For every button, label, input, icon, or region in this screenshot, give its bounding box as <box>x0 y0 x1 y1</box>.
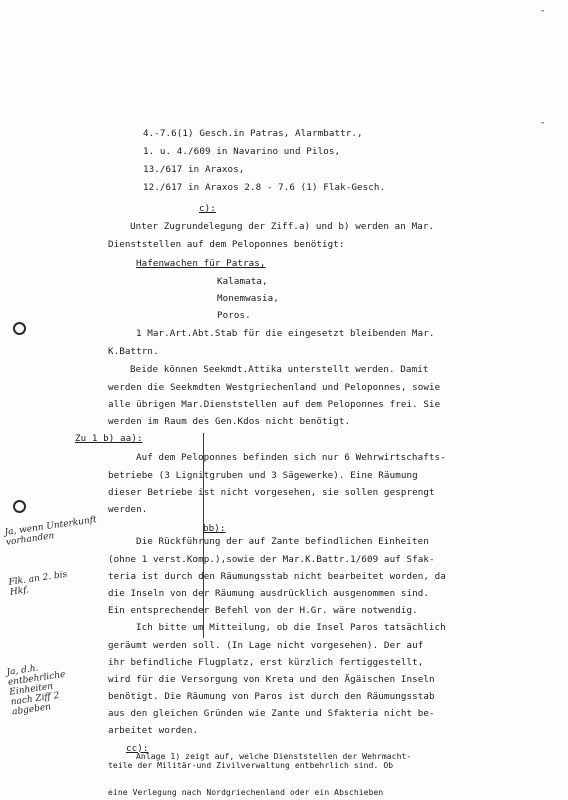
handwritten-note: Ja, d.h. entbehrliche Einheiten nach Ziff 2 abgeben <box>6 663 67 718</box>
text-line: Hafenwachen für Patras, <box>136 258 266 270</box>
text-line: geräumt werden soll. (In Lage nicht vorgesehen). Der auf <box>108 639 424 651</box>
text-line: werden im Raum des Gen.Kdos nicht benötigt. <box>108 416 351 428</box>
text-line: Dienststellen auf dem Peloponnes benötigt: <box>108 239 345 251</box>
text-line: teile der Militär-und Zivilverwaltung entbehrlich sind. Ob <box>108 760 394 770</box>
text-line: Anlage 1) zeigt auf, welche Dienststellen der Wehrmacht- <box>136 752 412 762</box>
text-line: 1. u. 4./609 in Navarino und Pilos, <box>143 145 341 157</box>
text-line: aus den gleichen Gründen wie Zante und Sfakteria nicht be- <box>108 708 435 720</box>
text-line: Ich bitte um Mitteilung, ob die Insel Paros tatsächlich <box>136 622 446 634</box>
text-line: Poros. <box>217 310 251 322</box>
section-heading: cc): <box>126 742 149 754</box>
text-line: werden die Seekmdten Westgriechenland und Peloponnes, sowie <box>108 381 441 393</box>
text-line: 13./617 in Araxos, <box>143 163 245 175</box>
text-line: Ein entsprechender Befehl von der H.Gr. wäre notwendig. <box>108 605 418 617</box>
text-line: betriebe (3 Lignitgruben und 3 Sägewerke). Eine Räumung <box>108 469 418 481</box>
text-line: eine Verlegung nach Nordgriechenland oder ein Abschieben <box>108 788 384 797</box>
handwritten-note: Ja, wenn Unterkunft vorhanden <box>4 515 98 548</box>
text-line: die Inseln von der Räumung ausdrücklich ausgenommen sind. <box>108 587 429 599</box>
text-line: wird für die Versorgung von Kreta und den Ägäischen Inseln <box>108 673 435 685</box>
margin-mark: - <box>540 118 546 128</box>
text-line: Beide können Seekmdt.Attika unterstellt werden. Damit <box>130 364 429 376</box>
text-line: teria ist durch den Räumungsstab nicht bearbeitet worden, da <box>108 570 446 582</box>
text-line: K.Battrn. <box>108 346 159 358</box>
punch-hole-lower <box>13 500 26 513</box>
text-line: werden. <box>108 503 148 515</box>
text-line: Die Rückführung der auf Zante befindlichen Einheiten <box>136 536 429 548</box>
section-heading: c): <box>199 203 216 215</box>
text-line: ihr befindliche Flugplatz, erst kürzlich fertiggestellt, <box>108 656 424 668</box>
text-line: 12./617 in Araxos 2.8 - 7.6 (1) Flak-Gesch. <box>143 182 386 194</box>
text-line: arbeitet worden. <box>108 725 199 737</box>
text-line: Kalamata, <box>217 275 268 287</box>
text-line: Auf dem Peloponnes befinden sich nur 6 Wehrwirtschafts- <box>136 452 446 464</box>
handwritten-note: Flk. an 2. bis Hkf. <box>8 569 68 598</box>
text-line: (ohne 1 verst.Komp.),sowie der Mar.K.Battr.1/609 auf Sfak- <box>108 553 435 565</box>
text-line: benötigt. Die Räumung von Paros ist durch den Räumungsstab <box>108 691 435 703</box>
text-line: dieser Betriebe ist nicht vorgesehen, sie sollen gesprengt <box>108 486 435 498</box>
section-heading: bb): <box>203 523 226 534</box>
text-line: Unter Zugrundelegung der Ziff.a) und b) werden an Mar. <box>130 221 435 233</box>
punch-hole-upper <box>13 322 26 335</box>
section-heading: Zu 1 b) aa): <box>75 433 143 445</box>
margin-mark: - <box>540 6 546 16</box>
text-line: alle übrigen Mar.Dienststellen auf dem Peloponnes frei. Sie <box>108 398 441 410</box>
text-line: Monemwasia, <box>217 292 279 304</box>
text-line: 1 Mar.Art.Abt.Stab für die eingesetzt bleibenden Mar. <box>136 328 435 340</box>
text-line: 4.-7.6(1) Gesch.in Patras, Alarmbattr., <box>143 127 363 139</box>
